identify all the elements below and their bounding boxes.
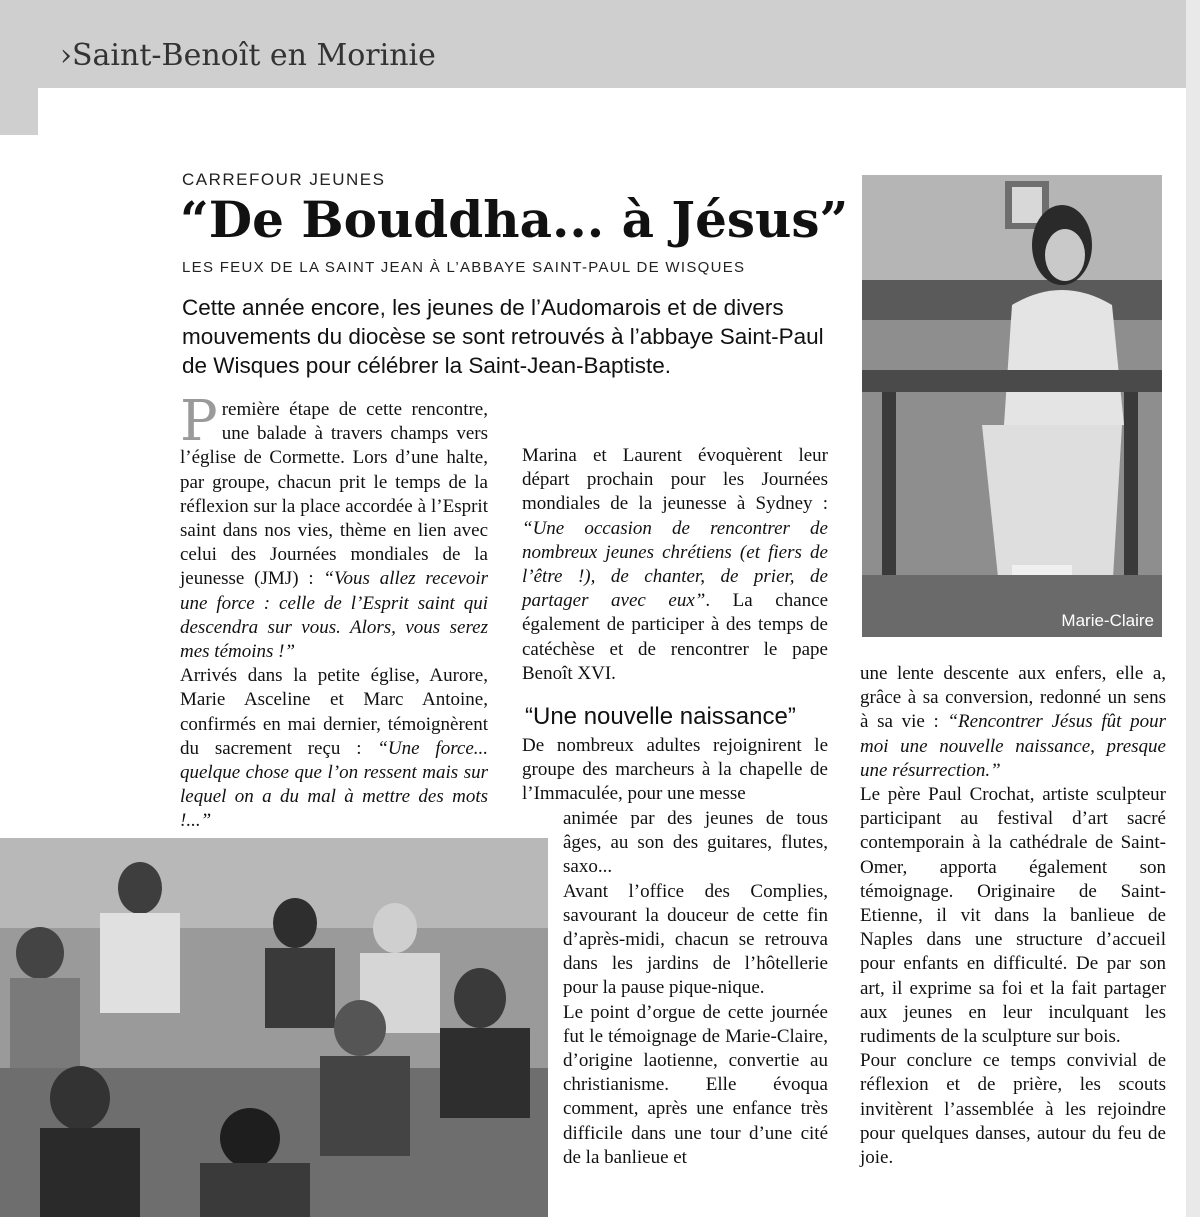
paragraph: Le père Paul Crochat, artiste sculpteur participant au festival d’art sacré contemporain à la cathédrale de Saint-Omer, apporta également son témoignage. Originaire de Saint-Etienne, il vit dans la banlieue de Naples dans une structure d’accueil pour enfants en difficulté. De par son art, il exprime sa foi et la fait partager aux jeunes en leur inculquant les rudiments de la sculpture sur bois. [860, 784, 1166, 1048]
paragraph [522, 444, 828, 686]
article-column-3 [860, 662, 1166, 1170]
photo-illustration [0, 838, 548, 1217]
article-column-2-mid [522, 734, 828, 807]
paragraph [180, 389, 488, 664]
paragraph: Avant l’office des Complies, savourant la douceur de cette fin d’après-midi, chacun se retrouva dans les jardins de l’hôtellerie pour la pause pique-nique. [563, 880, 828, 999]
quote: “Une force... quelque chose que l’on ressent mais sur lequel on a du mal à mettre des mots !...” [180, 737, 489, 832]
paragraph-text: remière étape de cette rencontre, une balade à travers champs vers l’église de Cormette. Lors d’une halte, par groupe, chacun prit le temps de la réflexion sur la place accordée à l’Esprit saint dans nos vies, thème en lien avec celui des Journées mondiales de la jeunesse (JMJ) : [180, 399, 488, 590]
photo-illustration [862, 175, 1162, 637]
paragraph: Pour conclure ce temps convivial de réflexion et de prière, les scouts invitèrent l’assemblée à les rejoindre pour quelques danses, autour du feu de joie. [860, 1050, 1166, 1169]
article-title: “De Bouddha... à Jésus” [180, 190, 849, 249]
paragraph-text: Marina et Laurent évoquèrent leur départ prochain pour les Journées mondiales de la jeunesse à Sydney : [522, 445, 828, 515]
article-column-2-top [522, 396, 828, 686]
header-band-tab [0, 0, 38, 135]
drop-cap: P [180, 389, 218, 454]
photo-marie-claire [862, 175, 1162, 637]
section-header: ›Saint-Benoît en Morinie [60, 38, 436, 73]
paragraph-text: De nombreux adultes rejoignirent le groupe des marcheurs à la chapelle de l’Immaculée, pour une messe [522, 735, 828, 805]
section-heading: “Une nouvelle naissance” [525, 703, 796, 730]
paragraph-text: animée par des jeunes de tous âges, au son des guitares, flutes, saxo... [563, 808, 828, 878]
paragraph: Le point d’orgue de cette journée fut le témoignage de Marie-Claire, d’origine laotienne, convertie au christianisme. Elle évoqua comment, après une enfance très difficile dans une tour d’une cité de la banlieue et [563, 1001, 828, 1168]
article-kicker: CARREFOUR JEUNES [182, 170, 386, 189]
article-column-2-bottom [563, 807, 828, 1170]
article-column-1 [180, 389, 489, 834]
paragraph [860, 662, 1166, 783]
quote-continuation-spacer [522, 396, 828, 444]
page-edge [1186, 0, 1200, 1217]
paragraph-text: . La chance également de participer à des temps de catéchèse et de rencontrer le pape Benoît XVI. [522, 590, 828, 684]
paragraph-text: une lente descente aux enfers, elle a, grâce à sa conversion, redonné un sens à sa vie : [860, 663, 1166, 733]
quote: “Vous allez recevoir une force : celle de l’Esprit saint qui descendra sur vous. Alors, vous serez mes témoins !” [180, 568, 488, 663]
article-subtitle: LES FEUX DE LA SAINT JEAN À L’ABBAYE SAINT-PAUL DE WISQUES [182, 259, 746, 276]
quote: “Une occasion de rencontrer de nombreux jeunes chrétiens (et fiers de l’être !), de chanter, de prier, de partager avec eux” [522, 517, 828, 612]
paragraph [180, 664, 488, 833]
photo-credit: Marie-Claire [1061, 611, 1154, 630]
article-lead: Cette année encore, les jeunes de l’Audomarois et de divers mouvements du diocèse se sont retrouvés à l’abbaye Saint-Paul de Wisques pour célébrer la Saint-Jean-Baptiste. [182, 295, 824, 378]
photo-group-in-grass [0, 838, 548, 1217]
quote: “Rencontrer Jésus fût pour moi une nouvelle naissance, presque une résurrection.” [860, 711, 1166, 781]
paragraph-text: Arrivés dans la petite église, Aurore, Marie Asceline et Marc Antoine, confirmés en mai dernier, témoignèrent du sacrement reçu : [180, 665, 488, 759]
